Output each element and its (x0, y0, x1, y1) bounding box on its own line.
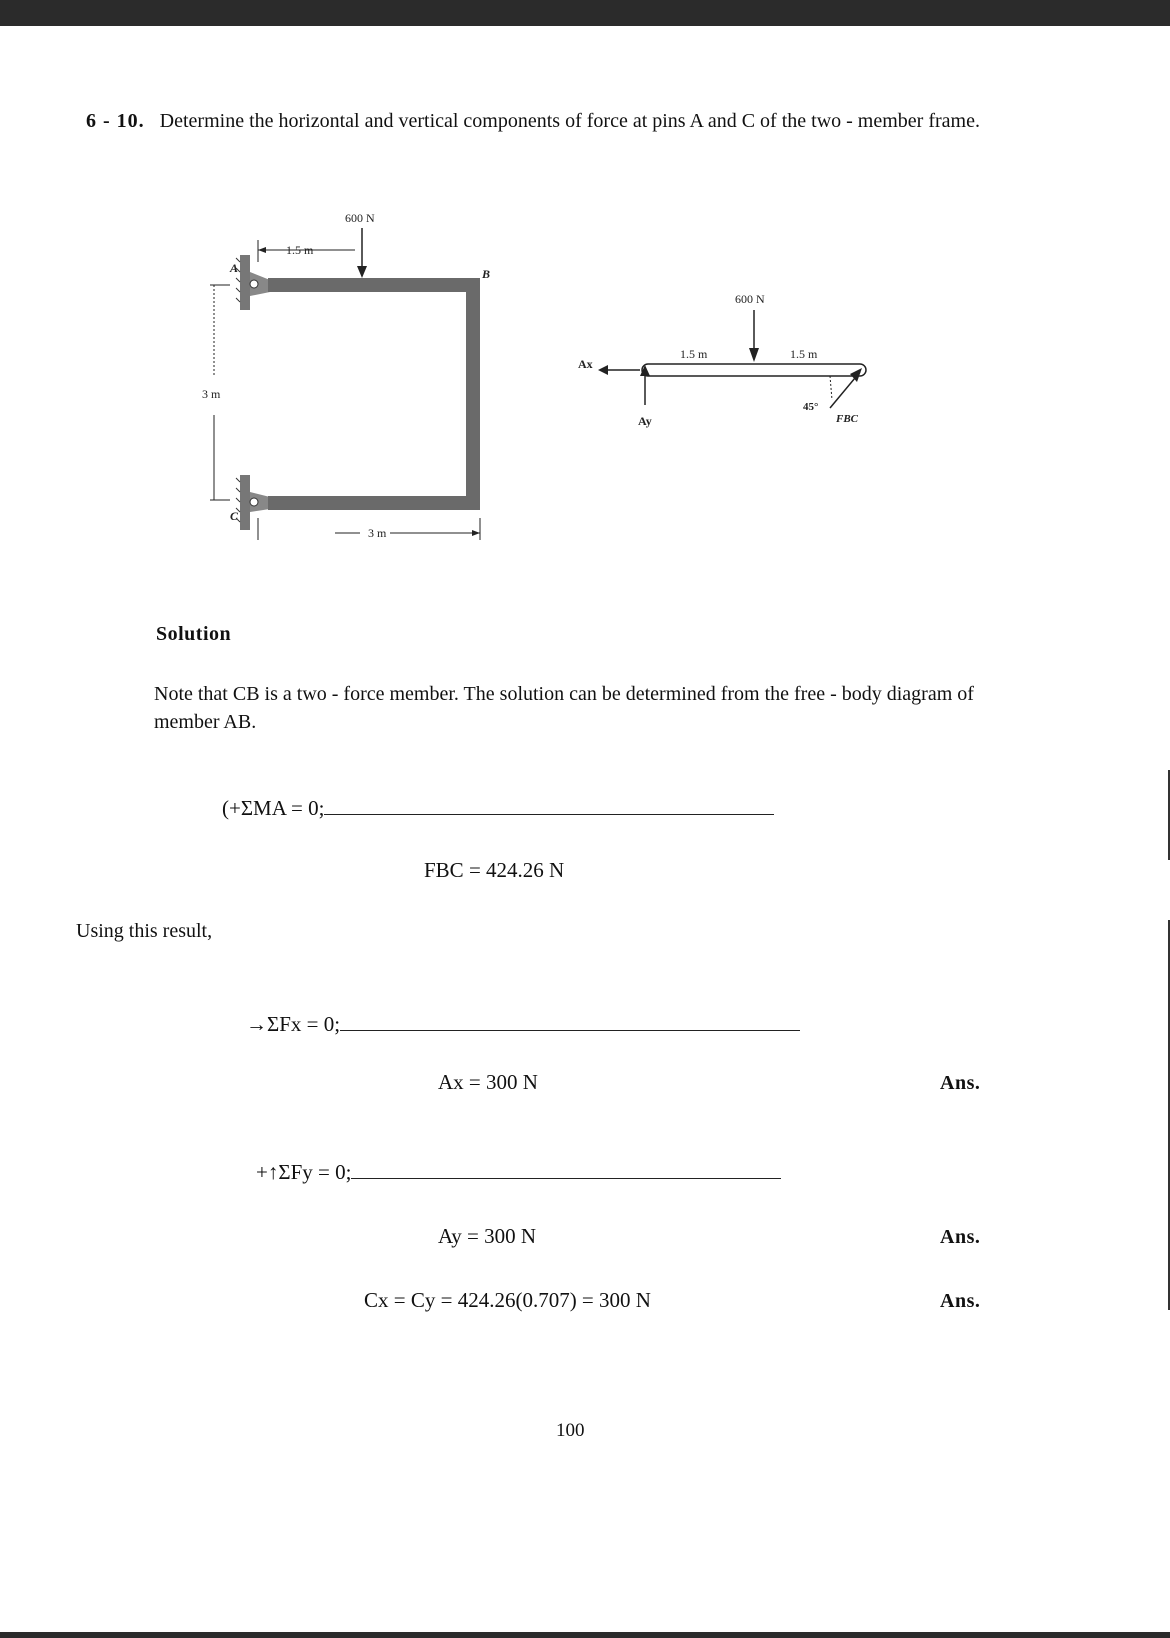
sum-fx-equation (246, 1012, 800, 1037)
page-number: 100 (556, 1420, 585, 1441)
top-bar (0, 0, 1170, 26)
fbd-ay-label: Ay (638, 414, 652, 428)
moment-equation (222, 796, 774, 821)
free-body-diagram (578, 292, 866, 428)
solution-heading: Solution (156, 623, 232, 645)
frame-dim-height: 3 m (202, 387, 221, 401)
label-b: B (482, 267, 491, 281)
using-result-text: Using this result, (76, 920, 213, 942)
fbd-fbc-label: FBC (836, 413, 859, 425)
ay-result: Ay = 300 N (438, 1224, 536, 1248)
frame-figure (190, 200, 930, 580)
sum-fx-text: →ΣFx = 0; (246, 1012, 341, 1036)
blank-line (351, 1177, 781, 1179)
fbd-dim-left: 1.5 m (680, 347, 708, 361)
problem-statement (86, 110, 980, 133)
fbd-load-label: 600 N (735, 292, 765, 306)
fbd-ax-label: Ax (578, 357, 593, 371)
fbc-result: FBC = 424.26 N (424, 858, 565, 882)
frame-load-label: 600 N (345, 211, 375, 225)
problem-number: 6 - 10. (86, 110, 145, 132)
fbd-angle: 45° (803, 401, 819, 413)
label-a: A (230, 261, 239, 275)
sum-fy-text: +↑ΣFy = 0; (256, 1160, 352, 1184)
answer-label: Ans. (940, 1290, 981, 1312)
support-a (236, 255, 270, 310)
solution-note: Note that CB is a two - force member. The solution can be determined from the free - body diagram of member AB. (154, 683, 974, 733)
c-result: Cx = Cy = 424.26(0.707) = 300 N (364, 1288, 651, 1312)
moment-equation-text: (+ΣMA = 0; (222, 796, 325, 820)
fbd-dim-right: 1.5 m (790, 347, 818, 361)
blank-line (324, 813, 774, 815)
answer-label: Ans. (940, 1226, 981, 1248)
problem-text: Determine the horizontal and vertical components of force at pins A and C of the two - member frame. (159, 110, 980, 132)
frame-dim-bottom: 3 m (368, 526, 387, 540)
bottom-bar (0, 1632, 1170, 1638)
ax-result: Ax = 300 N (438, 1070, 538, 1094)
support-c (236, 475, 270, 530)
member-ab (268, 278, 478, 292)
frame-dim-top: 1.5 m (286, 243, 314, 257)
member-cb (466, 278, 480, 508)
label-c: C (230, 509, 239, 523)
answer-label: Ans. (940, 1072, 981, 1094)
sum-fy-equation (256, 1160, 781, 1185)
blank-line (340, 1029, 800, 1031)
member-bottom (268, 496, 480, 510)
